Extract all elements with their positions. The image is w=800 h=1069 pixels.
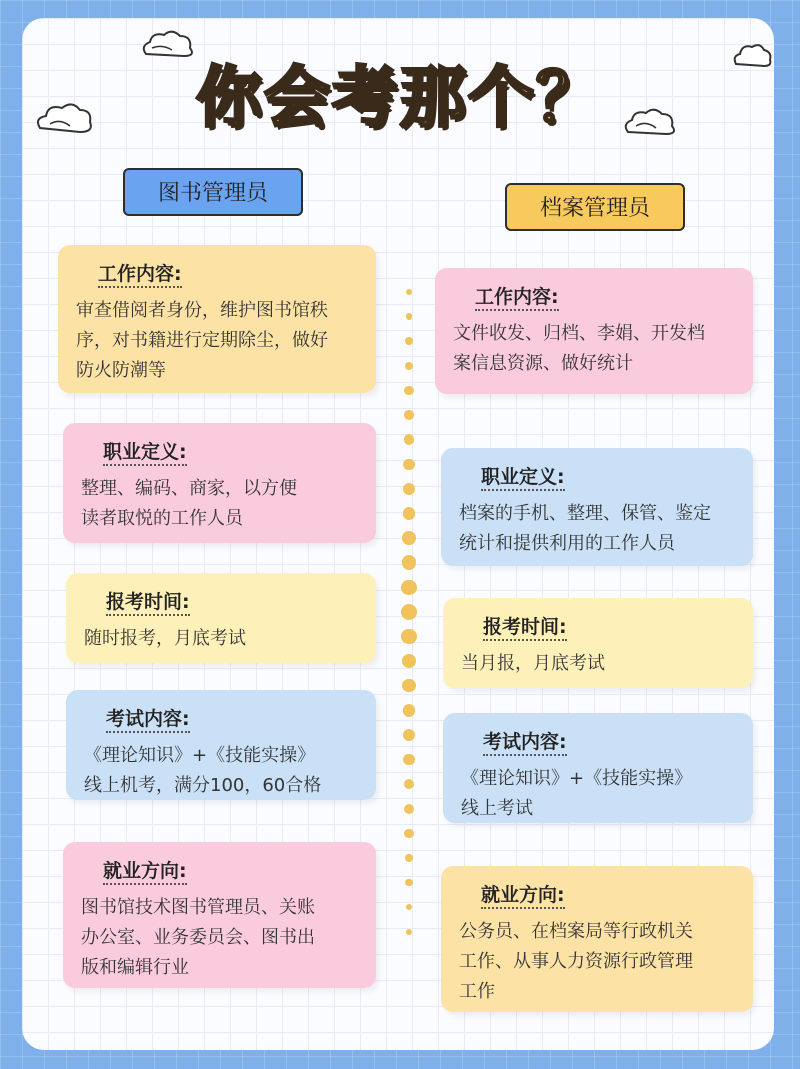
timeline-dot [404,386,413,395]
card-heading: 就业方向: [481,880,565,909]
card-text: 审查借阅者身份，维护图书馆秩 序，对书籍进行定期除尘，做好 防火防潮等 [76,300,328,381]
card-text: 当月报，月底考试 [461,653,605,674]
card-text: 《理论知识》+《技能实操》 线上机考，满分100，60合格 [84,745,322,796]
timeline-dot [403,459,414,470]
card-text: 档案的手机、整理、保管、鉴定 统计和提供利用的工作人员 [459,503,711,554]
card-text: 图书馆技术图书管理员、关账 办公室、业务委员会、图书出 版和编辑行业 [81,897,315,978]
timeline-dot [404,410,414,420]
timeline-dot [406,929,412,935]
card-heading: 考试内容: [483,727,567,756]
card-heading: 工作内容: [475,282,559,311]
card-text: 整理、编码、商家，以方便 读者取悦的工作人员 [81,478,297,529]
timeline-dot [403,507,416,520]
card-right-registration-time [443,598,753,688]
timeline-dot [401,604,417,620]
card-text: 《理论知识》+《技能实操》 线上考试 [461,768,693,819]
card-heading: 考试内容: [106,704,190,733]
card-left-job-definition [63,423,376,543]
timeline-dot [402,531,416,545]
timeline-dot [403,704,416,717]
card-text: 公务员、在档案局等行政机关 工作、从事人力资源行政管理 工作 [459,921,693,1002]
card-heading: 工作内容: [98,259,182,288]
card-text: 随时报考，月底考试 [84,628,246,649]
card-left-work-content [58,245,376,393]
card-right-career-direction [441,866,753,1012]
timeline-dot [405,854,413,862]
column-tag-librarian: 图书管理员 [123,168,303,216]
timeline-dot [403,729,415,741]
timeline-dot [404,804,414,814]
card-right-job-definition [441,448,753,566]
card-heading: 职业定义: [481,462,565,491]
timeline-dot [405,879,413,887]
card-text: 文件收发、归档、李娟、开发档 案信息资源、做好统计 [453,323,705,374]
column-tag-archivist: 档案管理员 [505,183,685,231]
card-right-work-content [435,268,753,394]
timeline-dot [404,434,415,445]
card-heading: 职业定义: [103,437,187,466]
card-left-exam-content [66,690,376,800]
card-heading: 就业方向: [103,856,187,885]
page-title: 你会考那个？ [196,59,604,136]
card-heading: 报考时间: [483,612,567,641]
card-right-exam-content [443,713,753,823]
timeline-dot [404,829,413,838]
timeline-dot [405,362,413,370]
timeline-dot [406,289,412,295]
timeline-dot [403,483,415,495]
timeline-dot [403,754,414,765]
timeline-dot [401,629,416,644]
timeline-dot [402,555,416,569]
timeline-dot [405,337,413,345]
card-left-registration-time [66,573,376,663]
card-left-career-direction [63,842,376,988]
timeline-dot [401,580,416,595]
card-heading: 报考时间: [106,587,190,616]
